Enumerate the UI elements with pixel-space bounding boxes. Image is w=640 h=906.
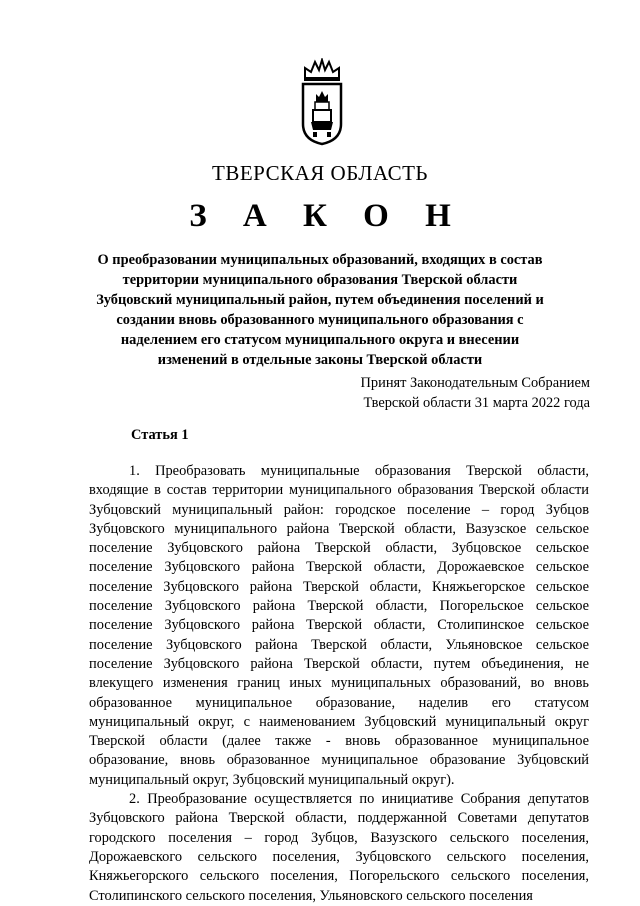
- coat-of-arms-icon: [299, 58, 345, 146]
- article-heading: Статья 1: [131, 427, 189, 443]
- region-name: ТВЕРСКАЯ ОБЛАСТЬ: [212, 161, 428, 185]
- article-body: [89, 462, 589, 906]
- law-title: О преобразовании муниципальных образований, входящих в состав территории муниципального образования Тверской области Зубцовский муниципальный район, путем объединения поселений и создании вновь образованного муниципального образования с наделением его статусом муниципального округа и внесении изменений в отдельные законы Тверской области: [96, 252, 544, 368]
- adoption-note: [330, 373, 590, 413]
- adoption-line-2: Тверской области 31 марта 2022 года: [363, 395, 590, 411]
- adoption-line-1: Принят Законодательным Собранием: [360, 375, 590, 391]
- article-paragraph: 2. Преобразование осуществляется по инициативе Собрания депутатов Зубцовского района Тверской области, поддержанной Советами депутатов городского поселения – город Зубцов, Вазузского сельского поселения, Дорожаевского сельского поселения, Зубцовского сельского поселения, Княжьегорского сельского поселения, Погорельского сельского поселения, Столипинского сельского поселения, Ульяновского сельского поселения: [89, 791, 589, 904]
- article-paragraph: 1. Преобразовать муниципальные образования Тверской области, входящие в состав территории муниципального образования Тверской области Зубцовский муниципальный район: городское поселение – город Зубцов Зубцовского муниципального района Тверской области, Вазузское сельское поселение Зубцовского района Тверской области, Зубцовское сельское поселение Зубцовского района Тверской области, Дорожаевское сельское поселение Зубцовского района Тверской области, Княжьегорское сельское поселение Зубцовского района Тверской области, Погорельское сельское поселение Зубцовского района Тверской области, Столипинское сельское поселение Зубцовского района Тверской области, Ульяновское сельское поселение Зубцовского района Тверской области, путем объединения, не влекущего изменения границ иных муниципальных образований, во вновь образованное муниципальное образование, наделив его статусом муниципальный округ, с наименованием Зубцовский муниципальный округ Тверской области (далее также - вновь образованное муниципальное образование, вновь образованное муниципальное образование Зубцовский муниципальный округ, Зубцовский муниципальный округ).: [89, 463, 589, 788]
- document-type: З А К О Н: [189, 198, 465, 234]
